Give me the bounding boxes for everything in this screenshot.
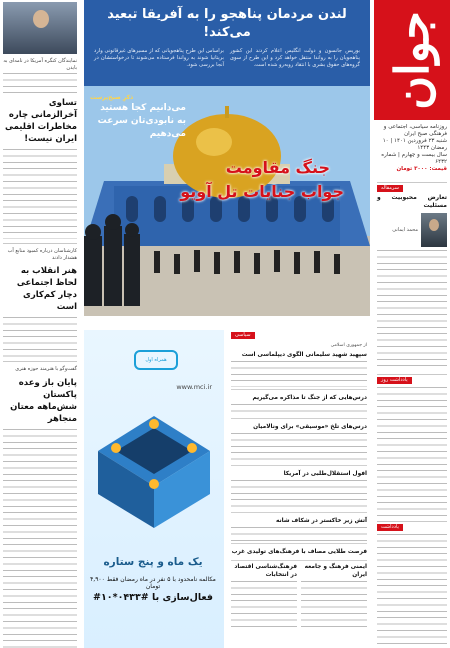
mid-headline[interactable]: درس‌های تلخ «موسیقی» برای ونالامیان [253,424,367,431]
middle-column [228,330,370,648]
article-body [377,534,447,648]
newspaper-logo: جوان [385,10,439,110]
left-headline[interactable]: پایان باز وعده پاکستان شش‌ماهه معتان منجاهر [10,377,77,424]
editorial-title[interactable]: تعارض محبوبیت و مسئلیت [377,194,447,209]
hero-subheadline[interactable]: می‌دانیم کجا هستید به نابودی‌تان سرعت می‌دهیم [97,103,186,139]
mid-headline[interactable]: ایمنی فرهنگ و جامعه ایران [304,564,367,579]
section-tag: سیاسی [231,332,255,339]
masthead-info-line: روزنامه سیاسی، اجتماعی و فرهنگی صبح ایران [383,124,447,137]
masthead-info [374,122,450,180]
list-item[interactable] [231,561,297,631]
left-column [0,0,80,648]
ad-url[interactable]: www.mci.ir [176,383,212,391]
left-kicker: نمایندگان کنگره آمریکا در نامه‌ای به بایدن [3,58,77,71]
article-body [3,317,77,357]
list-item[interactable] [231,513,367,544]
author-avatar [421,213,447,247]
article-body [3,429,77,648]
ad-title: یک ماه و پنج ستاره [103,556,203,568]
hero-title-line-2[interactable]: جواب جنایات تل آویو [180,182,344,201]
mid-headline[interactable]: فرصت طلایی مصاف با فرهنگ‌های تولیدی غرب [231,549,367,556]
article-body [301,581,367,631]
mci-logo: همراه اول [134,350,178,370]
top-story-body [94,48,360,69]
top-story-paragraph: بوریس جانسون و دولت انگلیس اعلام کردند این کشور پناهجویان را به رواندا منتقل خواهد کرد و این طرح از سوی گروه‌های حقوق بشری با انتقاد روبه‌رو شده است. [230,48,360,68]
article-body [231,404,367,416]
mid-headline[interactable]: درس‌هایی که از جنگ تا مذاکره می‌گیریم [252,395,367,402]
divider [377,374,447,375]
article-body [231,581,297,631]
divider [377,182,447,183]
list-item[interactable] [231,419,367,466]
mid-headline[interactable]: سپهبد شهید سلیمانی الگوی دیپلماسی است [241,352,367,359]
left-headline[interactable]: تساوی آخرالزمانی چاره مخاطرات اقلیمی ایران نیست! [4,98,77,144]
masthead-price: قیمت: ۳۰۰۰ تومان [396,166,447,172]
divider [3,243,77,244]
left-kicker: کارشناسان درباره کمبود منابع آب هشدار دادند [7,248,77,261]
list-item[interactable] [231,390,367,419]
author-block [377,213,447,247]
article-body [231,433,367,463]
hero-kicker: ذکرِ صبح‌پرست [90,94,134,101]
hero-photo[interactable] [84,86,370,316]
mid-headline[interactable]: افول استقلال‌طلبی در آمریکا [283,471,367,478]
list-item[interactable] [231,466,367,513]
author-name: محمد ایمانی [392,226,418,233]
mid-bottom-row [231,561,367,631]
left-headline[interactable]: هنر انقلاب به لحاظ اجتماعی دچار کم‌کاری است [16,266,77,312]
list-item[interactable] [231,341,367,390]
top-story[interactable] [84,0,370,86]
masthead-info-line: شنبه ۲۳ فروردین ۱۴۰۱ | ۱۰ رمضان ۱۴۴۳ [382,138,447,151]
top-story-headline[interactable]: لندن مردمان پناهجو را به آفریقا تبعید می‌کند! [107,7,347,40]
list-item[interactable] [301,561,367,631]
masthead [374,0,450,120]
mid-headline[interactable]: آتش زیر خاکستر در شکاف شانه [275,518,367,525]
article-body [377,387,447,517]
hero-title-line-1[interactable]: جنگ مقاومت [225,158,330,177]
masthead-info-line: سال بیست و چهارم | شماره ۶۴۳۲ [381,152,447,165]
article-body [231,480,367,510]
left-photo [3,2,77,54]
telecom-ad[interactable] [84,330,224,648]
left-kicker: گفت‌وگو با هنرمند حوزه هنری [15,366,77,372]
right-column [374,182,450,648]
section-tag: یادداشت [377,524,403,531]
section-tag: یادداشت روز [377,377,412,384]
divider [377,521,447,522]
top-story-paragraph: براساس این طرح پناهجویانی که از مسیرهای غیرقانونی وارد بریتانیا شوند به رواندا فرستاده می‌شوند تا درخواستشان در آنجا بررسی شود. [94,48,224,68]
mid-kicker: از جمهوری اسلامی [330,343,367,348]
mid-headline[interactable]: فرهنگ‌شناسی اقتصاد در انتخابات [234,564,297,579]
ad-activation-code: فعال‌سازی با #۰۴۳۳*۱۰# [93,592,213,603]
article-body [231,361,367,387]
article-body [3,149,77,239]
list-item[interactable] [231,544,367,561]
divider [3,361,77,362]
article-body [231,527,367,541]
article-body [3,73,77,93]
section-tag: سرمقاله [377,185,403,192]
kaaba-illustration-icon [94,406,214,536]
article-body [377,250,447,370]
ad-offer: مکالمه نامحدود با ۵ نفر در ماه رمضان فقط ۴,۹۰۰ تومان [90,576,216,590]
